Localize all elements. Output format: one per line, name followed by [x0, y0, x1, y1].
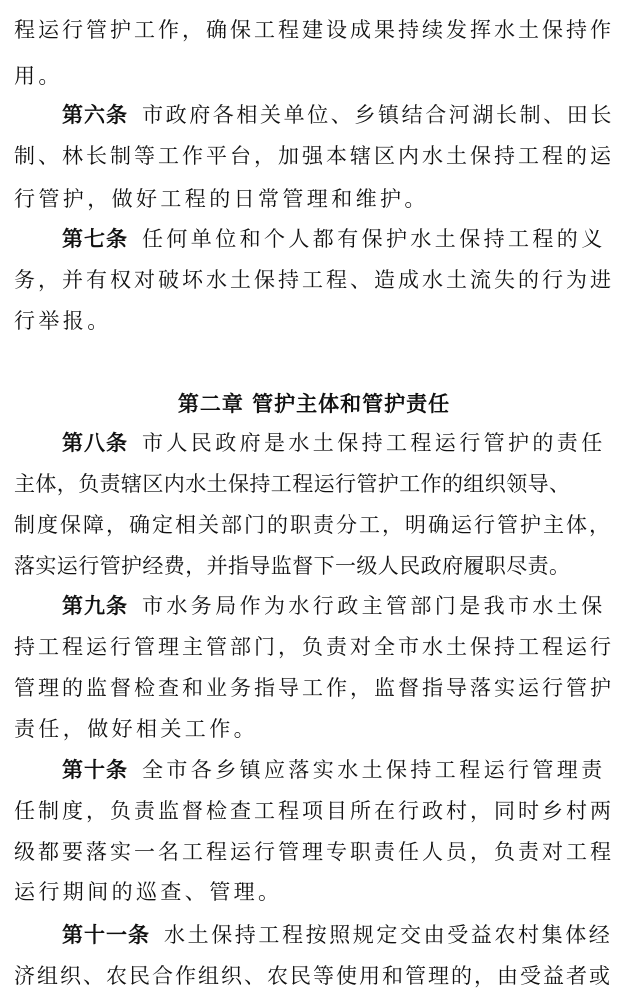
- article-10-title: 第十条: [62, 758, 128, 782]
- text-line: 主体，负责辖区内水土保持工程运行管护工作的组织领导、: [14, 472, 571, 496]
- article-11-title: 第十一条: [62, 923, 150, 947]
- text-line: 市人民政府是水土保持工程运行管护的责任: [142, 431, 606, 455]
- text-line: 任制度，负责监督检查工程项目所在行政村，同时乡村两: [14, 799, 614, 823]
- article-6-first-line: [62, 100, 614, 130]
- text-line: 市水务局作为水行政主管部门是我市水土保: [142, 594, 606, 618]
- text-line: 任何单位和个人都有保护水土保持工程的义: [142, 227, 606, 251]
- text-line: 程运行管护工作，确保工程建设成果持续发挥水土保持作: [14, 18, 614, 42]
- text-line: 运行期间的巡查、管理。: [14, 880, 283, 904]
- article-11-first-line: [62, 920, 612, 950]
- text-line: 济组织、农民合作组织、农民等使用和管理的，由受益者或: [14, 964, 612, 988]
- text-line: 水土保持工程按照规定交由受益农村集体经: [164, 923, 613, 947]
- article-7-first-line: [62, 224, 606, 254]
- text-line: 持工程运行管理主管部门，负责对全市水土保持工程运行: [14, 635, 614, 659]
- text-line: 制、林长制等工作平台，加强本辖区内水土保持工程的运: [14, 144, 614, 168]
- article-9-title: 第九条: [62, 594, 128, 618]
- text-line: 管理的监督检查和业务指导工作，监督指导落实运行管护: [14, 676, 614, 700]
- article-6-title: 第六条: [62, 103, 128, 127]
- article-10-first-line: [62, 755, 606, 785]
- article-7-title: 第七条: [62, 227, 128, 251]
- article-8-first-line: [62, 428, 606, 458]
- article-8-title: 第八条: [62, 431, 128, 455]
- text-line: 行管护，做好工程的日常管理和维护。: [14, 187, 429, 211]
- text-line: 全市各乡镇应落实水土保持工程运行管理责: [142, 758, 606, 782]
- text-line: 责任，做好相关工作。: [14, 717, 258, 741]
- text-line: 务，并有权对破坏水土保持工程、造成水土流失的行为进: [14, 268, 614, 292]
- text-line: 落实运行管护经费，并指导监督下一级人民政府履职尽责。: [14, 554, 571, 578]
- text-line: 市政府各相关单位、乡镇结合河湖长制、田长: [142, 103, 614, 127]
- article-9-first-line: [62, 591, 606, 621]
- text-line: 行举报。: [14, 309, 112, 333]
- text-line: 级都要落实一名工程运行管理专职责任人员，负责对工程: [14, 840, 614, 864]
- text-line: 制度保障，确定相关部门的职责分工，明确运行管护主体，: [14, 513, 612, 537]
- chapter-heading: 第二章 管护主体和管护责任: [177, 392, 451, 416]
- text-line: 用。: [14, 64, 63, 88]
